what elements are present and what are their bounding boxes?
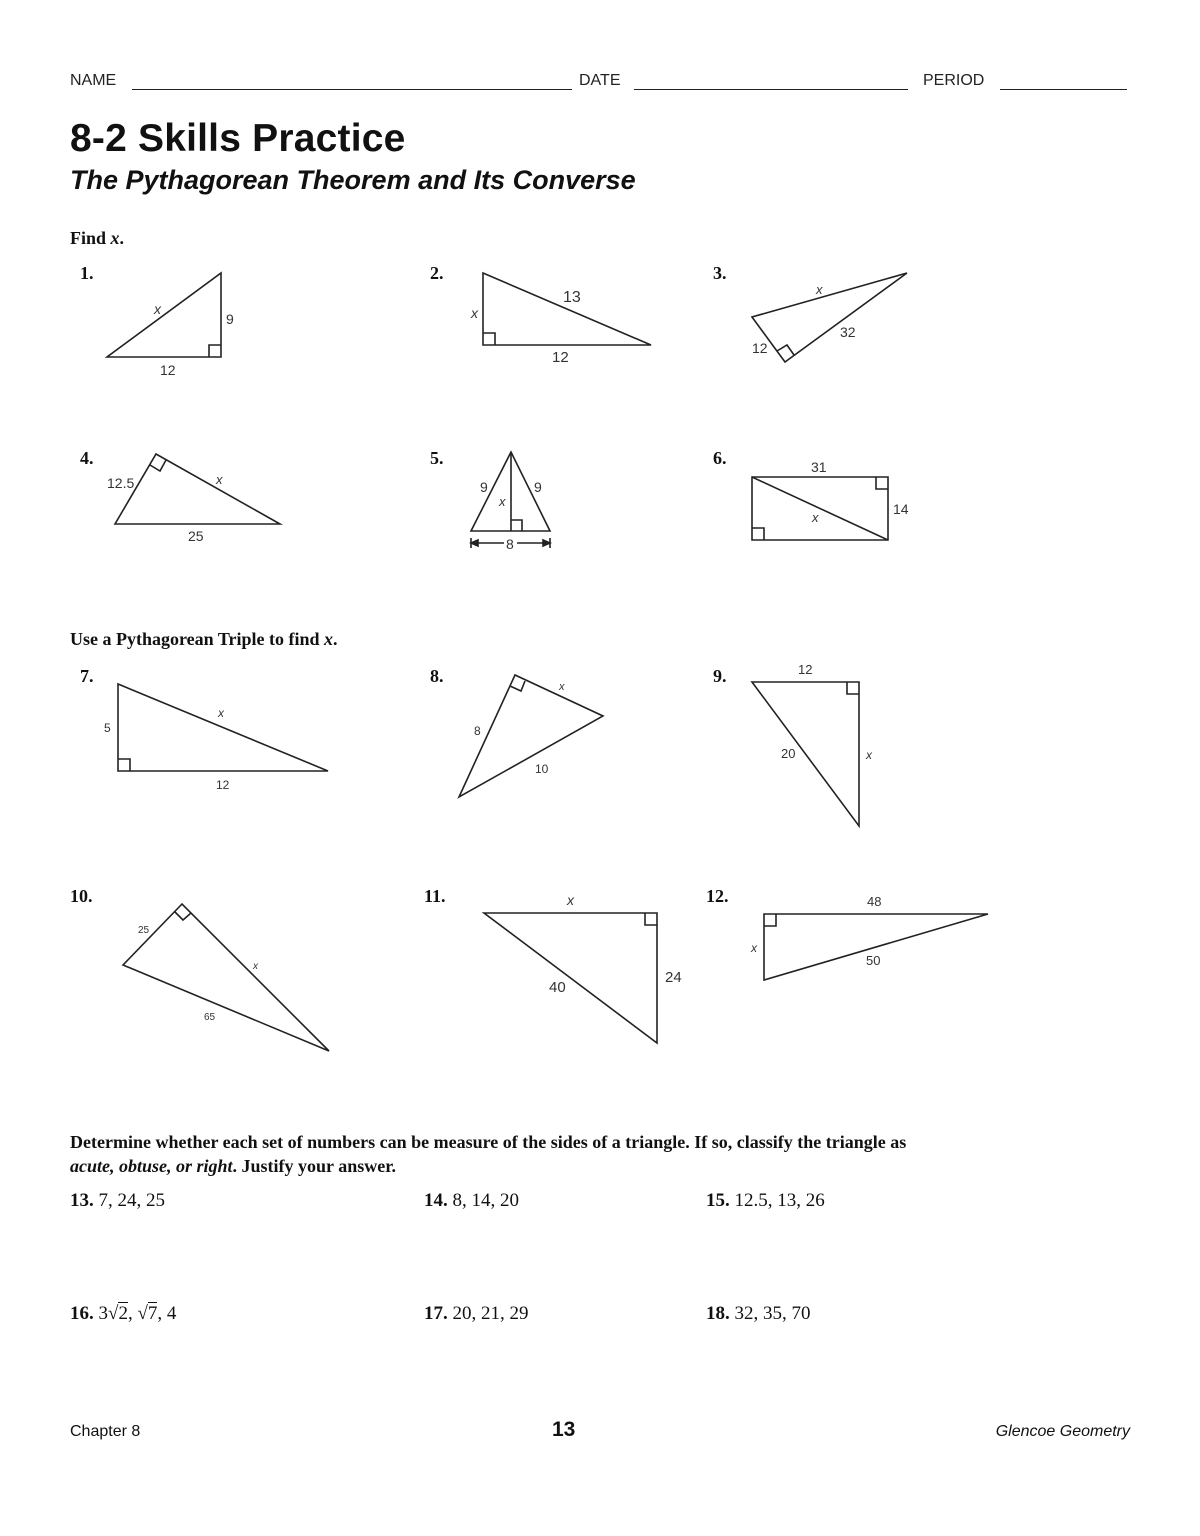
fig9-label-x: x <box>866 748 872 762</box>
triangle-figure-7 <box>104 684 328 792</box>
fig2-label-12: 12 <box>552 349 569 366</box>
question-18: 18. 32, 35, 70 <box>706 1303 811 1324</box>
section1-instruction: Find x. <box>70 228 125 248</box>
problem-number-2: 2. <box>430 263 444 283</box>
problem-number-10: 10. <box>70 886 93 906</box>
triangle-figure-9 <box>752 662 873 826</box>
triangle-figure-10 <box>123 904 329 1051</box>
fig1-label-9: 9 <box>226 311 234 327</box>
question-14: 14. 8, 14, 20 <box>424 1190 519 1211</box>
footer-publisher: Glencoe Geometry <box>995 1423 1130 1440</box>
fig1-label-x: x <box>154 301 161 317</box>
radicand-2: 7 <box>147 1303 158 1324</box>
fig10-label-65: 65 <box>204 1012 216 1023</box>
question-17: 17. 20, 21, 29 <box>424 1303 529 1324</box>
triangle-figure-4 <box>107 454 280 544</box>
fig10-label-25: 25 <box>138 925 150 936</box>
problem-number-6: 6. <box>713 448 727 468</box>
question-15: 15. 12.5, 13, 26 <box>706 1190 825 1211</box>
fig5-label-9-left: 9 <box>480 479 488 495</box>
fig9-label-20: 20 <box>781 746 796 761</box>
problem-number-1: 1. <box>80 263 94 283</box>
fig11-label-x: x <box>567 892 574 908</box>
question-16: 16. 3√2, √7, 4 <box>70 1303 177 1324</box>
name-label: NAME <box>70 72 117 89</box>
date-label: DATE <box>579 72 621 89</box>
triangle-figure-8 <box>459 675 603 797</box>
fig8-label-x: x <box>559 681 565 693</box>
fig3-label-12: 12 <box>752 340 768 356</box>
page-title: 8-2 Skills Practice <box>70 117 406 160</box>
section3-instruction: Determine whether each set of numbers can be measure of the sides of a triangle. If so, classify the triangle as acute, obtuse, or right. Justify your answer. <box>70 1132 907 1176</box>
fig3-label-32: 32 <box>840 324 856 340</box>
page-subtitle: The Pythagorean Theorem and Its Converse <box>70 165 636 195</box>
fig11-label-40: 40 <box>549 979 566 996</box>
question-13: 13. 7, 24, 25 <box>70 1190 165 1211</box>
problem-number-4: 4. <box>80 448 94 468</box>
fig6-label-14: 14 <box>893 501 909 517</box>
fig10-label-x: x <box>253 961 258 972</box>
fig11-label-24: 24 <box>665 969 682 986</box>
fig6-label-31: 31 <box>811 459 827 475</box>
fig2-label-x: x <box>471 305 478 321</box>
fig4-label-25: 25 <box>188 528 204 544</box>
sqrt-symbol: √ <box>108 1303 119 1324</box>
period-label: PERIOD <box>923 72 985 89</box>
fig6-label-x: x <box>812 510 819 525</box>
section2-instruction: Use a Pythagorean Triple to find x. <box>70 629 338 649</box>
triangle-figure-11 <box>484 892 682 1043</box>
triangle-figure-3 <box>752 273 907 362</box>
sqrt-symbol: √ <box>137 1303 148 1324</box>
fig12-label-x: x <box>751 941 757 955</box>
fig12-label-48: 48 <box>867 894 882 909</box>
fig4-label-x: x <box>216 472 223 487</box>
triangle-figure-5 <box>471 452 550 552</box>
triangle-figure-2 <box>470 273 651 366</box>
radicand-1: 2 <box>118 1303 128 1324</box>
fig8-label-10: 10 <box>535 762 549 776</box>
fig5-label-x: x <box>499 494 506 509</box>
fig4-label-12-5: 12.5 <box>107 475 135 491</box>
problem-number-3: 3. <box>713 263 727 283</box>
fig3-label-x: x <box>816 282 823 297</box>
fig9-label-12: 12 <box>798 662 813 677</box>
fig1-label-12: 12 <box>160 362 176 378</box>
fig7-label-5: 5 <box>104 721 111 735</box>
fig8-label-8: 8 <box>474 724 481 738</box>
problem-number-12: 12. <box>706 886 729 906</box>
fig2-label-13: 13 <box>563 289 581 306</box>
fig7-label-12: 12 <box>216 778 230 792</box>
triangle-figure-12 <box>750 894 988 980</box>
problem-number-11: 11. <box>424 886 446 906</box>
fig12-label-50: 50 <box>866 953 881 968</box>
problem-number-8: 8. <box>430 666 444 686</box>
rectangle-figure-6 <box>752 459 909 540</box>
fig5-label-9-right: 9 <box>534 479 542 495</box>
problem-number-5: 5. <box>430 448 444 468</box>
problem-number-9: 9. <box>713 666 727 686</box>
fig5-label-8: 8 <box>506 536 514 552</box>
problem-number-7: 7. <box>80 666 94 686</box>
footer-page-number: 13 <box>552 1418 576 1441</box>
fig7-label-x: x <box>218 706 224 720</box>
triangle-figure-1 <box>107 273 234 378</box>
footer-chapter: Chapter 8 <box>70 1423 141 1440</box>
